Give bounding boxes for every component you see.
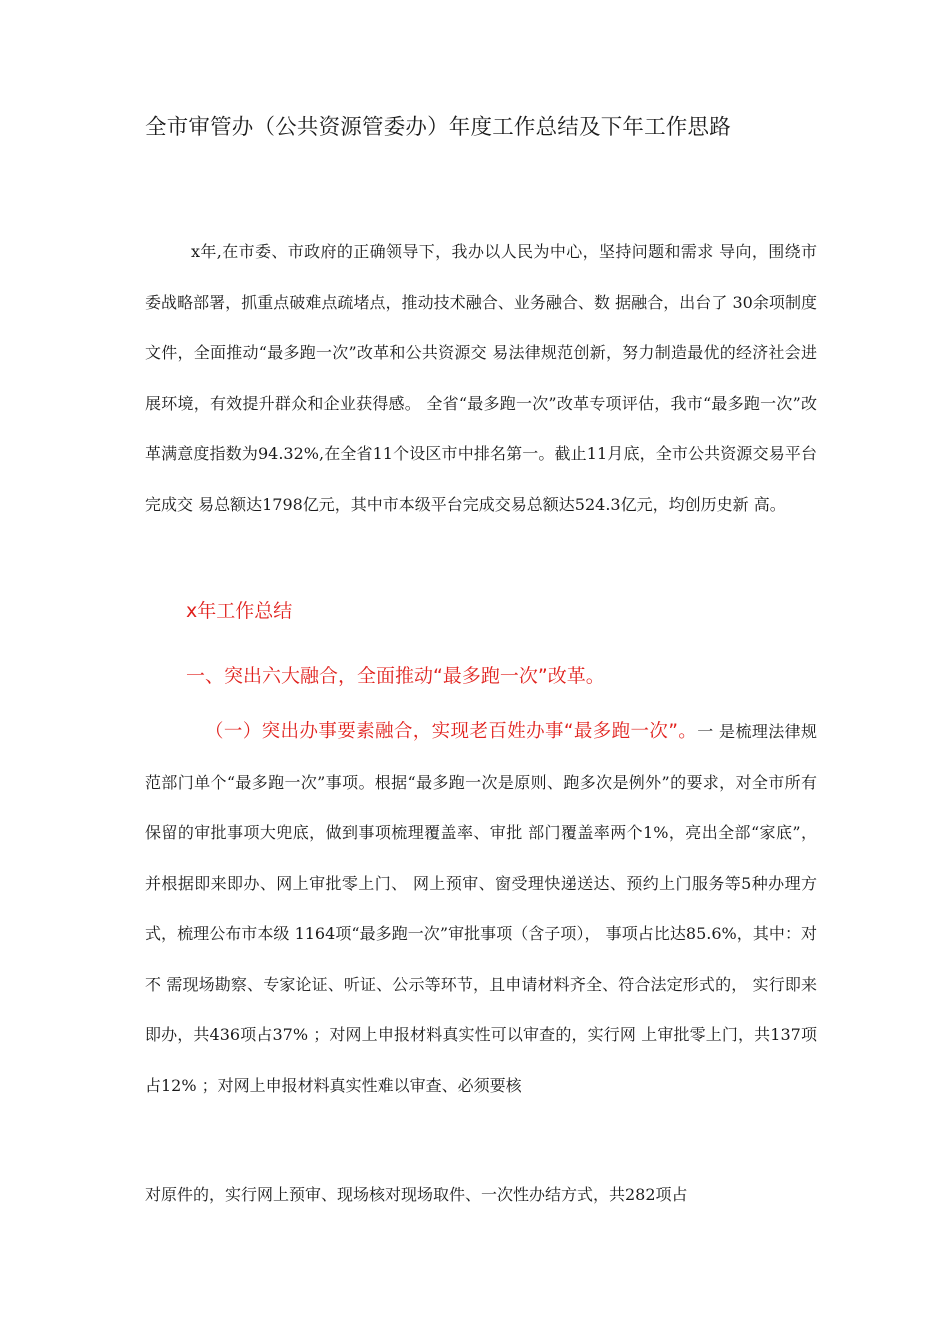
section-heading: x年工作总结 <box>186 600 293 622</box>
intro-paragraph: x年,在市委、市政府的正确领导下，我办以人民为中心，坚持问题和需求 导向，围绕市委战略部署，抓重点破难点疏堵点，推动技术融合、业务融合、数 据融合，出台了 30余项制度文件，全面推动“最多跑一次”改革和公共资源交 易法律规范创新，努力制造最优的经济社会进展环境，有效提升群众和企业获得感。 全省“最多跑一次”改革专项评估，我市“最多跑一次”改革满意度指数为94.32%,在全省11个设区市中排名第一。截止11月底，全市公共资源交易平台完成交 易总额达1798亿元，其中市本级平台完成交易总额达524.3亿元，均创历史新 高。 <box>145 242 817 514</box>
document-title: 全市审管办（公共资源管委办）年度工作总结及下年工作思路 <box>145 115 731 140</box>
sub-section-paragraph <box>145 707 817 1111</box>
sub-paragraph-text: 一 是梳理法律规范部门单个“最多跑一次”事项。根据“最多跑一次是原则、跑多次是例外”的要求，对全市所有保留的审批事项大兜底，做到事项梳理覆盖率、审批 部门覆盖率两个1%，亮出全部“家底”， 并根据即来即办、网上审批零上门、 网上预审、窗受理快递送达、预约上门服务等5种办理方式，梳理公布市本级 1164项“最多跑一次”审批事项（含子项）， 事项占比达85.6%，其中：对不 需现场勘察、专家论证、听证、公示等环节，且申请材料齐全、符合法定形式的， 实行即来即办，共436项占37% ；对网上申报材料真实性可以审查的，实行网 上审批零上门，共137项占12% ；对网上申报材料真实性难以审查、必须要核 <box>145 722 817 1095</box>
part-heading: 一、突出六大融合，全面推动“最多跑一次”改革。 <box>186 665 605 687</box>
sub-heading: （一）突出办事要素融合，实现老百姓办事“最多跑一次”。 <box>205 721 698 742</box>
continuation-line: 对原件的，实行网上预审、现场核对现场取件、一次性办结方式，共282项占 <box>145 1185 688 1204</box>
